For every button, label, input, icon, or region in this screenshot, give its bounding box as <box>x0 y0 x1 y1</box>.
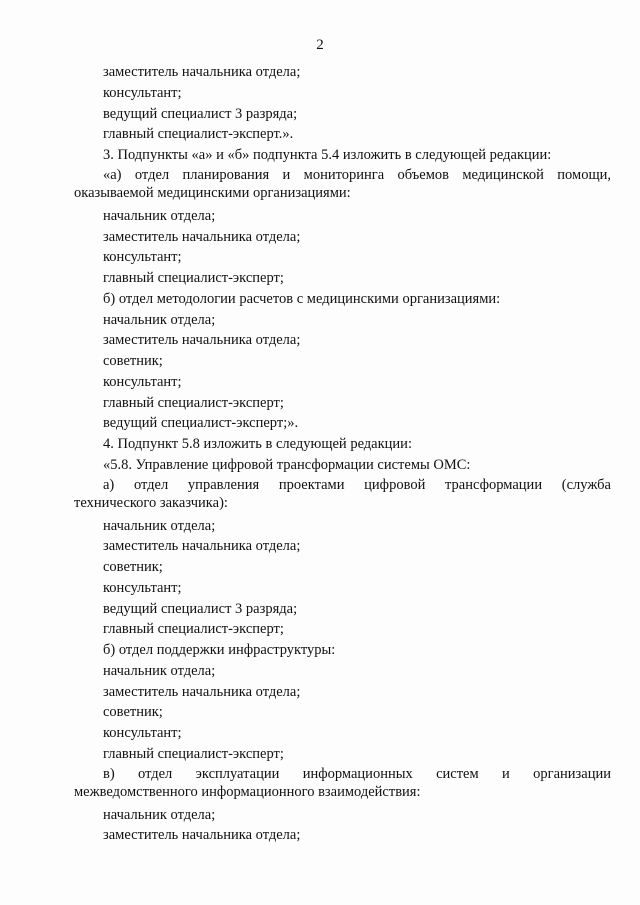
paragraph-a-line-1: «а) отдел планирования и мониторинга объемов медицинской помощи, <box>103 166 611 183</box>
paragraph-b-line-1: а) отдел управления проектами цифровой трансформации (служба <box>103 476 611 493</box>
text-line: ведущий специалист 3 разряда; <box>103 105 298 122</box>
text-line: начальник отдела; <box>103 207 216 224</box>
text-line: начальник отдела; <box>103 662 216 679</box>
text-line: заместитель начальника отдела; <box>103 827 301 844</box>
text-line: заместитель начальника отдела; <box>103 683 301 700</box>
text-line: ведущий специалист-эксперт;». <box>103 415 299 432</box>
document-body <box>74 62 611 846</box>
text-line: ведущий специалист 3 разряда; <box>103 600 298 617</box>
text-line: главный специалист-эксперт; <box>103 270 284 286</box>
text-line: б) отдел поддержки инфраструктуры: <box>103 642 336 658</box>
text-line: консультант; <box>103 373 182 390</box>
text-line: б) отдел методологии расчетов с медицинскими организациями: <box>103 290 501 307</box>
text-line: советник; <box>103 704 163 721</box>
text-line: советник; <box>103 353 163 369</box>
text-line: начальник отдела; <box>103 517 216 534</box>
text-line: заместитель начальника отдела; <box>103 538 301 555</box>
paragraph-c <box>74 765 611 801</box>
text-line: заместитель начальника отдела; <box>103 332 301 349</box>
paragraph-a <box>74 166 611 202</box>
page-number: 2 <box>316 37 324 53</box>
text-line: консультант; <box>103 579 182 596</box>
text-line: начальник отдела; <box>103 806 216 823</box>
text-line: консультант; <box>103 84 182 101</box>
text-line: главный специалист-эксперт; <box>103 745 284 762</box>
section-heading: «5.8. Управление цифровой трансформации системы ОМС: <box>103 456 471 473</box>
text-line: главный специалист-эксперт.». <box>103 126 294 143</box>
paragraph-b-line-2: технического заказчика): <box>74 494 228 511</box>
text-line: заместитель начальника отдела; <box>103 64 301 80</box>
text-line: советник; <box>103 559 163 575</box>
paragraph-heading: 3. Подпункты «а» и «б» подпункта 5.4 изложить в следующей редакции: <box>103 147 552 163</box>
text-line: консультант; <box>103 249 182 266</box>
text-line: главный специалист-эксперт; <box>103 621 284 638</box>
paragraph-heading: 4. Подпункт 5.8 изложить в следующей редакции: <box>103 436 412 452</box>
text-line: консультант; <box>103 725 182 741</box>
paragraph-b <box>74 476 611 512</box>
paragraph-c-line-2: межведомственного информационного взаимодействия: <box>74 783 421 800</box>
text-line: начальник отдела; <box>103 311 216 328</box>
paragraph-a-line-2: оказываемой медицинскими организациями: <box>74 184 351 201</box>
text-line: заместитель начальника отдела; <box>103 228 301 245</box>
paragraph-c-line-1: в) отдел эксплуатации информационных систем и организации <box>103 765 611 782</box>
text-line: главный специалист-эксперт; <box>103 394 284 411</box>
